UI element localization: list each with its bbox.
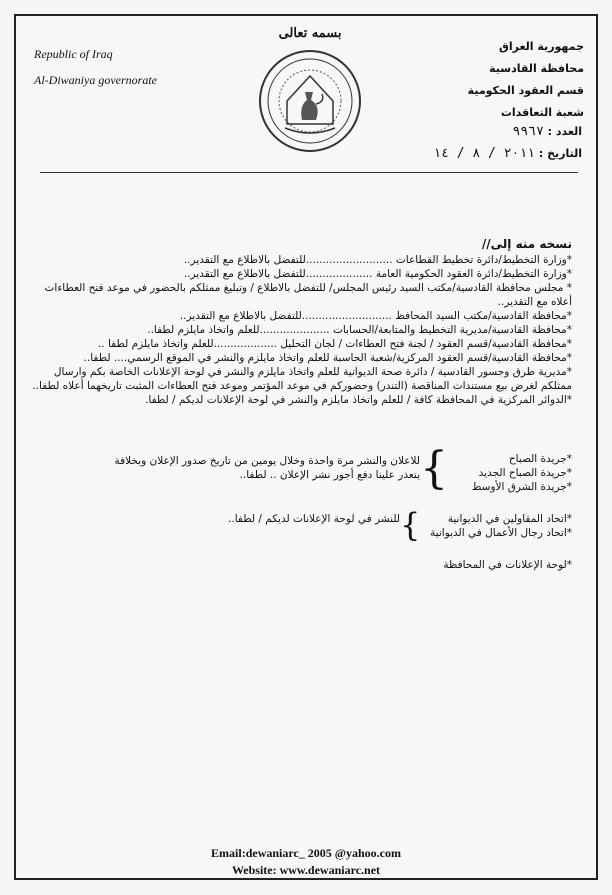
newspapers-note: للاعلان والنشر مرة واحدة وخلال يومين من تاريخ صدور الإعلان وبخلافة يتعذر علينا دفع أجور نشر الإعلان .. لطفا.. — [114, 455, 420, 481]
number-value: ٩٩٦٧ — [512, 124, 544, 139]
list-item: *اتحاد المقاولين في الديوانية — [447, 513, 572, 525]
footer-website: Website: www.dewaniarc.net — [231, 863, 381, 877]
arabic-header-line-1: جمهورية العراق — [499, 40, 584, 53]
list-item: *محافظة القادسية/قسم العقود / لجنة فتح العطاءات / لجان التحليل ...................للعلم واتخاذ مايلزم لطفا .. — [97, 338, 572, 350]
list-item: *وزارة التخطيط/دائرة العقود الحكومية العامة ....................للتفضل بالاطلاع مع التقدير.. — [183, 268, 572, 280]
date-label: التاريخ : — [538, 147, 582, 160]
newspapers-brace: { — [420, 443, 448, 494]
list-item: *جريدة الصباح — [508, 453, 572, 465]
list-item: *مديرية طرق وجسور القادسية / دائرة صحة الديوانية للعلم واتخاذ مايلزم والنشر في لوحة الإعلانات الخاصة بكم وارسال ممثلكم لغرض بيع مستندات المناقصة (التندر) وحضوركم في موعد المؤتمر وموعد فتح العطاءات المثبت تاريخهما أعلاه لطفا.. — [32, 366, 572, 392]
unions-list — [422, 512, 572, 540]
bismillah-heading: بسمه تعالى — [278, 26, 342, 41]
number-label: العدد : — [547, 125, 582, 138]
newspapers-list — [432, 452, 572, 494]
document-number — [513, 124, 583, 139]
arabic-header-line-3: قسم العقود الحكومية — [467, 84, 584, 97]
english-header-line-2: Al-Diwaniya governorate — [34, 73, 157, 87]
footer-email: Email:dewaniarc_ 2005 @yahoo.com — [211, 846, 401, 860]
arabic-header-line-2: محافظة القادسية — [489, 62, 584, 75]
list-item: * مجلس محافظة القادسية/مكتب السيد رئيس المجلس/ للتفضل بالاطلاع / وتبليغ ممثلكم بالحضور في موعد فتح العطاءات أعلاه مع التقدير.. — [44, 282, 572, 308]
list-item: *وزارة التخطيط/دائرة تخطيط القطاعات ..........................للتفضل بالاطلاع مع التقدير.. — [183, 254, 572, 266]
list-item: *الدوائر المركزية في المحافظة كافة / للعلم واتخاذ مايلزم والنشر في لوحة الإعلانات لديكم / لطفا. — [145, 394, 572, 406]
arabic-header-line-4: شعبة التعاقدات — [500, 106, 584, 119]
date-value: ٢٠١١ / ٨ / ١٤ — [433, 146, 536, 161]
list-item: *اتحاد رجال الأعمال في الديوانية — [430, 527, 572, 539]
list-item: *جريدة الشرق الأوسط — [471, 481, 572, 493]
list-item: *محافظة القادسية/قسم العقود المركزية/شعبة الحاسبة للعلم واتخاذ مايلزم والنشر في الموقع الرسمي.... لطفا.. — [83, 352, 572, 364]
governorate-seal-icon — [255, 48, 365, 154]
list-item: *محافظة القادسية/مكتب السيد المحافظ ...........................للتفضل بالاطلاع مع التقدير.. — [179, 310, 572, 322]
document-date — [433, 146, 582, 161]
list-item: *محافظة القادسية/مديرية التخطيط والمتابعة/الحسابات .....................للعلم واتخاذ مايلزم لطفا.. — [147, 324, 572, 336]
unions-note: للنشر في لوحة الإعلانات لديكم / لطفا.. — [228, 513, 400, 525]
notice-board-line: *لوحة الإعلانات في المحافظة — [443, 559, 572, 571]
list-item: *جريدة الصباح الجديد — [478, 467, 572, 479]
distribution-list — [27, 237, 572, 407]
distribution-title: نسخه منه إلى// — [481, 237, 572, 251]
english-header-line-1: Republic of Iraq — [34, 47, 113, 61]
header-divider — [40, 172, 578, 173]
unions-brace: { — [400, 506, 421, 544]
